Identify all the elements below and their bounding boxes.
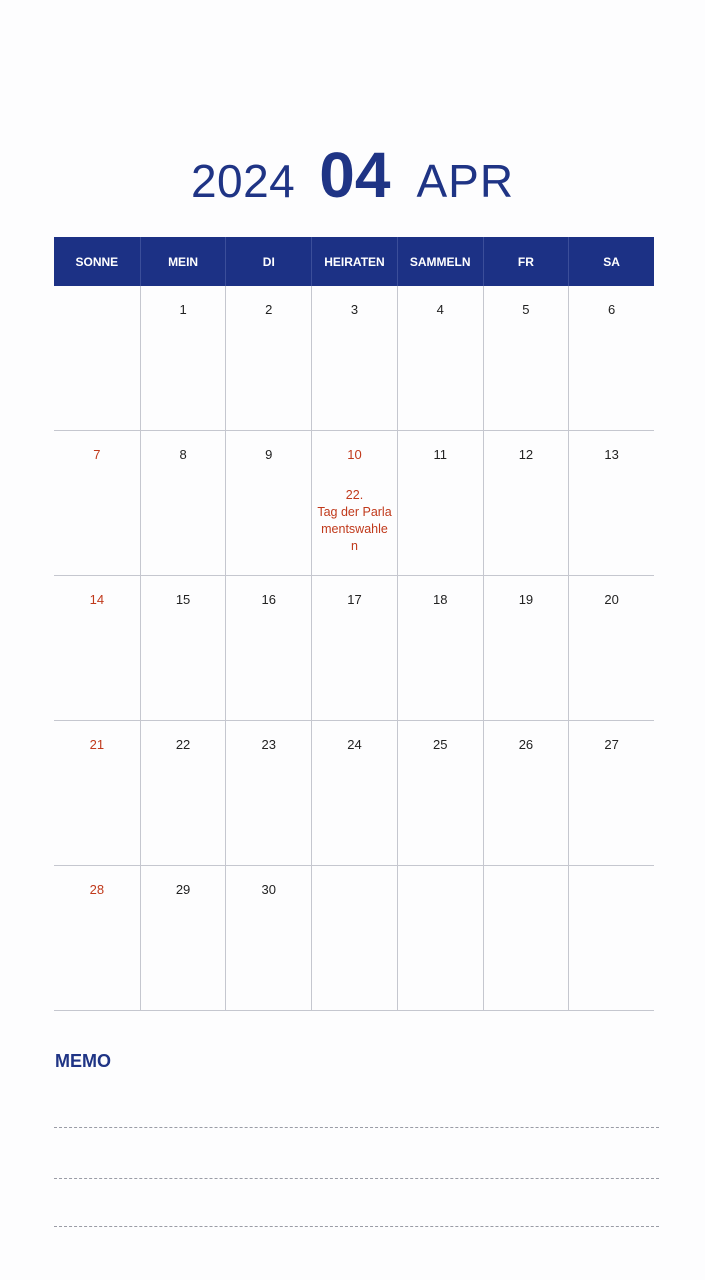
- calendar-grid: [54, 237, 654, 1011]
- day-cell[interactable]: [397, 431, 483, 576]
- day-number: 10: [347, 447, 362, 462]
- day-number: 11: [433, 447, 447, 462]
- holiday-label: 22. Tag der Parla mentswahle n: [317, 488, 392, 553]
- day-cell[interactable]: [225, 431, 311, 576]
- day-cell[interactable]: [54, 431, 140, 576]
- day-number: 3: [350, 302, 359, 317]
- day-number: 27: [604, 737, 619, 752]
- day-number: 1: [179, 302, 187, 317]
- day-cell: [568, 866, 654, 1011]
- day-cell[interactable]: [483, 721, 569, 866]
- day-number: 12: [518, 447, 534, 462]
- day-cell[interactable]: [397, 721, 483, 866]
- day-cell[interactable]: [54, 721, 140, 866]
- day-number: 2: [265, 302, 273, 317]
- day-cell[interactable]: [568, 721, 654, 866]
- day-cell[interactable]: [225, 286, 311, 431]
- day-cell: [483, 866, 569, 1011]
- day-cell[interactable]: [54, 866, 140, 1011]
- day-cell[interactable]: [568, 576, 654, 721]
- day-number: 6: [608, 302, 616, 317]
- day-number: 28: [89, 882, 105, 897]
- day-number: 30: [261, 882, 277, 897]
- day-cell[interactable]: [311, 286, 397, 431]
- day-cell: [397, 866, 483, 1011]
- day-cell[interactable]: [54, 576, 140, 721]
- day-cell[interactable]: [568, 286, 654, 431]
- day-cell[interactable]: [225, 721, 311, 866]
- day-cell[interactable]: [140, 721, 226, 866]
- day-number: 24: [347, 737, 362, 752]
- day-number: 22: [175, 737, 191, 752]
- day-number: 29: [175, 882, 191, 897]
- day-cell[interactable]: [140, 866, 226, 1011]
- day-cell[interactable]: [568, 431, 654, 576]
- year-label: 2024: [190, 155, 296, 207]
- day-cell[interactable]: [225, 866, 311, 1011]
- day-number: 15: [175, 592, 191, 607]
- weekday-friday: FR: [483, 237, 569, 286]
- weekday-saturday: SA: [568, 237, 654, 286]
- month-name: APR: [416, 155, 515, 207]
- memo-line[interactable]: [54, 1226, 659, 1227]
- day-cell[interactable]: [311, 576, 397, 721]
- day-number: 5: [522, 302, 530, 317]
- weekday-tuesday: DI: [225, 237, 311, 286]
- day-cell[interactable]: [397, 576, 483, 721]
- day-number: 9: [265, 447, 273, 462]
- day-number: 20: [604, 592, 619, 607]
- day-cell[interactable]: [483, 576, 569, 721]
- days-grid: [54, 286, 654, 1011]
- weekday-header-row: [54, 237, 654, 286]
- weekday-wednesday: HEIRATEN: [311, 237, 397, 286]
- day-number: 25: [432, 737, 448, 752]
- weekday-thursday: SAMMELN: [397, 237, 483, 286]
- day-number: 8: [179, 447, 187, 462]
- day-cell: [311, 866, 397, 1011]
- day-cell[interactable]: [483, 286, 569, 431]
- memo-line[interactable]: [54, 1178, 659, 1179]
- day-cell[interactable]: [311, 721, 397, 866]
- memo-title: MEMO: [55, 1051, 111, 1071]
- day-number: 13: [604, 447, 619, 462]
- weekday-monday: MEIN: [140, 237, 226, 286]
- day-number: 21: [89, 737, 105, 752]
- day-number: 14: [89, 592, 105, 607]
- day-cell[interactable]: [140, 576, 226, 721]
- day-cell[interactable]: [311, 431, 397, 576]
- day-number: 26: [518, 737, 534, 752]
- weekday-sunday: SONNE: [75, 254, 119, 269]
- calendar-header: [0, 138, 705, 218]
- day-cell[interactable]: [397, 286, 483, 431]
- day-number: 18: [432, 592, 448, 607]
- day-cell[interactable]: [483, 431, 569, 576]
- day-number: 4: [436, 302, 444, 317]
- day-number: 16: [261, 592, 277, 607]
- memo-line[interactable]: [54, 1127, 659, 1128]
- day-cell[interactable]: [140, 431, 226, 576]
- day-cell: [54, 286, 140, 431]
- day-number: 19: [518, 592, 534, 607]
- day-cell[interactable]: [225, 576, 311, 721]
- day-cell[interactable]: [140, 286, 226, 431]
- day-number: 23: [261, 737, 277, 752]
- day-number: 7: [93, 447, 101, 462]
- month-number: 04: [319, 139, 391, 211]
- day-number: 17: [347, 592, 362, 607]
